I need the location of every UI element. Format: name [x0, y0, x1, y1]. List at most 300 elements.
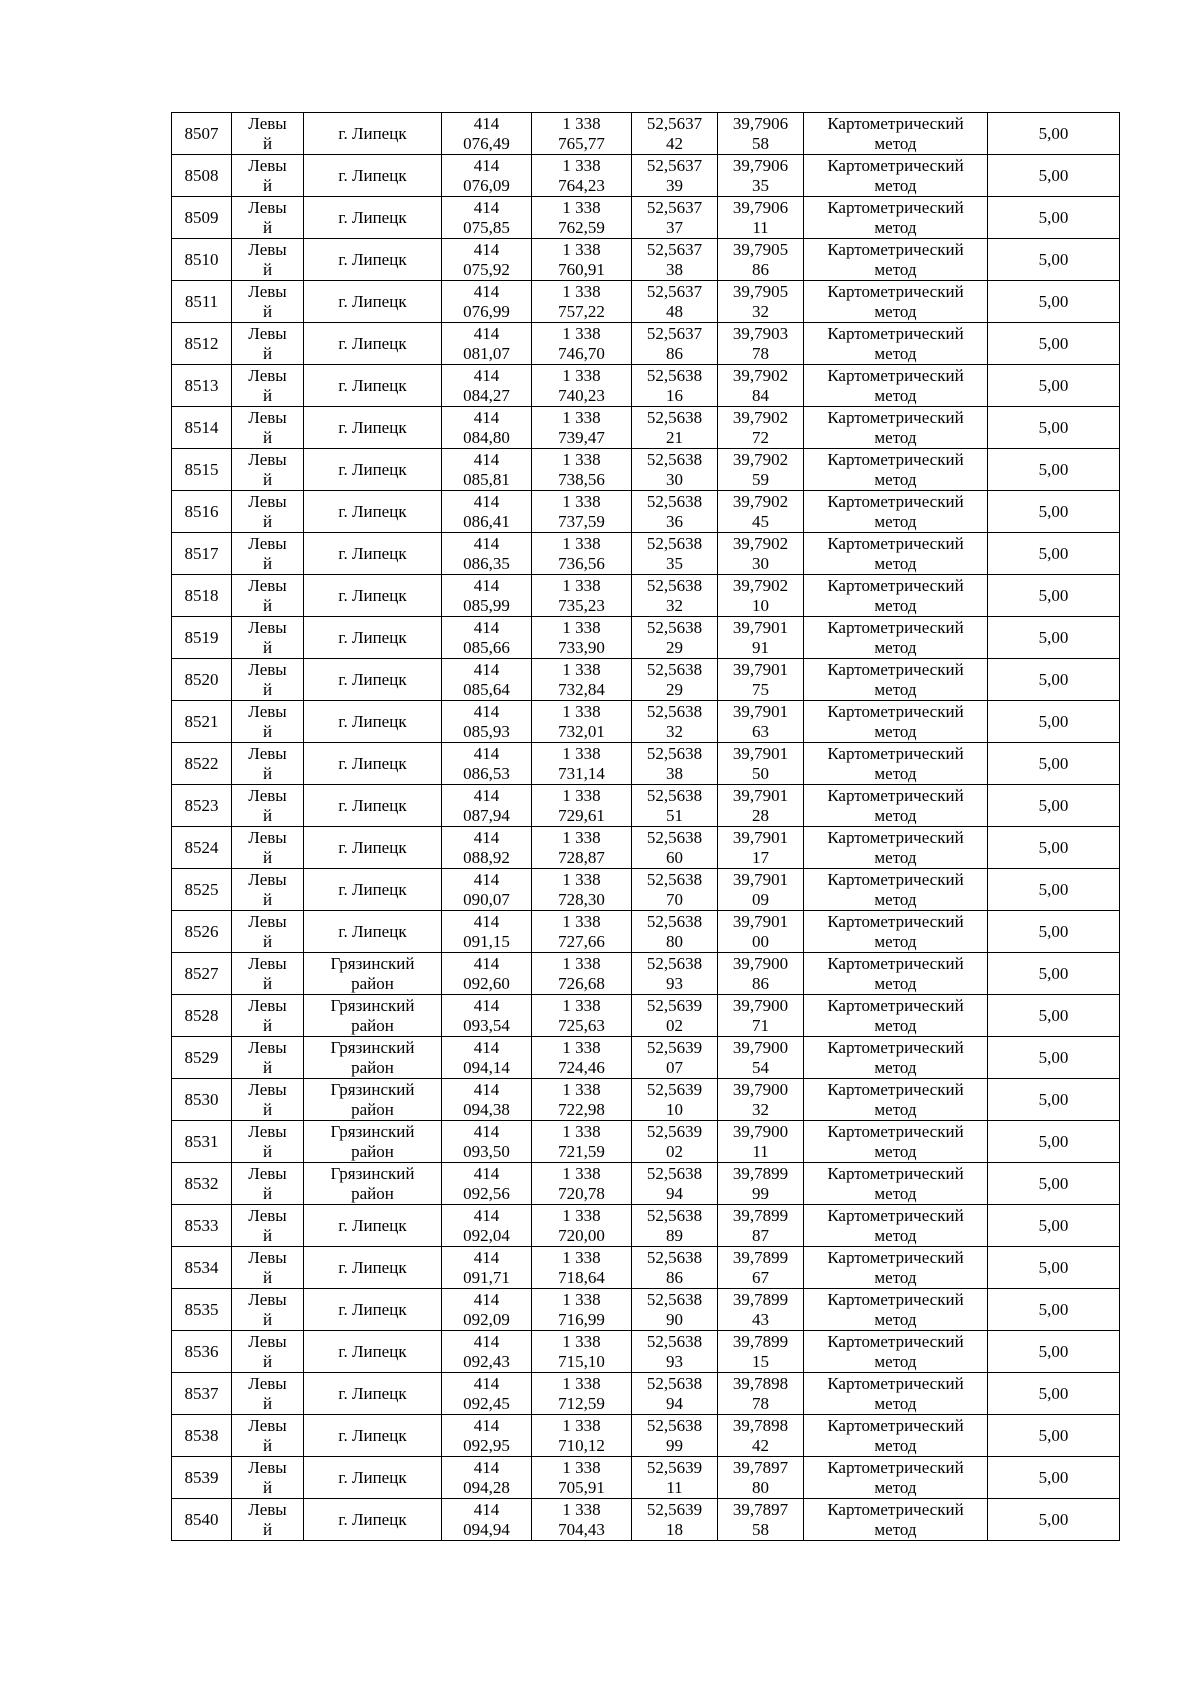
- table-row: [172, 1205, 1120, 1247]
- bank-side-cell: Левы й: [232, 1037, 304, 1079]
- accuracy-cell: 5,00: [988, 533, 1120, 575]
- longitude-cell: 39,7897 80: [718, 1457, 804, 1499]
- territory-cell: Грязинский район: [304, 1079, 442, 1121]
- y-coordinate-cell: 1 338 715,10: [532, 1331, 632, 1373]
- territory-cell: г. Липецк: [304, 113, 442, 155]
- latitude-cell: 52,5639 18: [632, 1499, 718, 1541]
- method-cell: Картометрический метод: [804, 911, 988, 953]
- point-number-cell: 8519: [172, 617, 232, 659]
- point-number-cell: 8524: [172, 827, 232, 869]
- accuracy-cell: 5,00: [988, 785, 1120, 827]
- latitude-cell: 52,5637 37: [632, 197, 718, 239]
- y-coordinate-cell: 1 338 721,59: [532, 1121, 632, 1163]
- method-cell: Картометрический метод: [804, 995, 988, 1037]
- longitude-cell: 39,7901 50: [718, 743, 804, 785]
- bank-side-cell: Левы й: [232, 827, 304, 869]
- territory-cell: г. Липецк: [304, 743, 442, 785]
- table-row: [172, 953, 1120, 995]
- bank-side-cell: Левы й: [232, 953, 304, 995]
- accuracy-cell: 5,00: [988, 1205, 1120, 1247]
- territory-cell: г. Липецк: [304, 1289, 442, 1331]
- y-coordinate-cell: 1 338 727,66: [532, 911, 632, 953]
- y-coordinate-cell: 1 338 757,22: [532, 281, 632, 323]
- x-coordinate-cell: 414 093,50: [442, 1121, 532, 1163]
- latitude-cell: 52,5638 29: [632, 617, 718, 659]
- bank-side-cell: Левы й: [232, 155, 304, 197]
- point-number-cell: 8507: [172, 113, 232, 155]
- table-row: [172, 869, 1120, 911]
- x-coordinate-cell: 414 094,28: [442, 1457, 532, 1499]
- point-number-cell: 8538: [172, 1415, 232, 1457]
- territory-cell: Грязинский район: [304, 953, 442, 995]
- x-coordinate-cell: 414 086,35: [442, 533, 532, 575]
- bank-side-cell: Левы й: [232, 113, 304, 155]
- territory-cell: г. Липецк: [304, 869, 442, 911]
- y-coordinate-cell: 1 338 732,84: [532, 659, 632, 701]
- method-cell: Картометрический метод: [804, 827, 988, 869]
- accuracy-cell: 5,00: [988, 1457, 1120, 1499]
- table-row: [172, 491, 1120, 533]
- table-row: [172, 449, 1120, 491]
- y-coordinate-cell: 1 338 731,14: [532, 743, 632, 785]
- x-coordinate-cell: 414 087,94: [442, 785, 532, 827]
- table-row: [172, 533, 1120, 575]
- y-coordinate-cell: 1 338 737,59: [532, 491, 632, 533]
- point-number-cell: 8539: [172, 1457, 232, 1499]
- point-number-cell: 8509: [172, 197, 232, 239]
- longitude-cell: 39,7906 35: [718, 155, 804, 197]
- accuracy-cell: 5,00: [988, 827, 1120, 869]
- longitude-cell: 39,7898 42: [718, 1415, 804, 1457]
- x-coordinate-cell: 414 092,04: [442, 1205, 532, 1247]
- x-coordinate-cell: 414 092,60: [442, 953, 532, 995]
- territory-cell: г. Липецк: [304, 785, 442, 827]
- point-number-cell: 8531: [172, 1121, 232, 1163]
- x-coordinate-cell: 414 086,41: [442, 491, 532, 533]
- bank-side-cell: Левы й: [232, 1415, 304, 1457]
- territory-cell: г. Липецк: [304, 911, 442, 953]
- accuracy-cell: 5,00: [988, 1373, 1120, 1415]
- method-cell: Картометрический метод: [804, 1121, 988, 1163]
- x-coordinate-cell: 414 076,99: [442, 281, 532, 323]
- accuracy-cell: 5,00: [988, 659, 1120, 701]
- table-row: [172, 407, 1120, 449]
- method-cell: Картометрический метод: [804, 1415, 988, 1457]
- table-row: [172, 1331, 1120, 1373]
- bank-side-cell: Левы й: [232, 1247, 304, 1289]
- longitude-cell: 39,7902 10: [718, 575, 804, 617]
- y-coordinate-cell: 1 338 712,59: [532, 1373, 632, 1415]
- accuracy-cell: 5,00: [988, 1331, 1120, 1373]
- bank-side-cell: Левы й: [232, 1289, 304, 1331]
- latitude-cell: 52,5638 70: [632, 869, 718, 911]
- territory-cell: г. Липецк: [304, 365, 442, 407]
- longitude-cell: 39,7900 86: [718, 953, 804, 995]
- method-cell: Картометрический метод: [804, 155, 988, 197]
- territory-cell: г. Липецк: [304, 197, 442, 239]
- table-row: [172, 239, 1120, 281]
- bank-side-cell: Левы й: [232, 1373, 304, 1415]
- table-row: [172, 281, 1120, 323]
- y-coordinate-cell: 1 338 736,56: [532, 533, 632, 575]
- latitude-cell: 52,5639 02: [632, 995, 718, 1037]
- latitude-cell: 52,5638 29: [632, 659, 718, 701]
- bank-side-cell: Левы й: [232, 1499, 304, 1541]
- latitude-cell: 52,5638 35: [632, 533, 718, 575]
- method-cell: Картометрический метод: [804, 659, 988, 701]
- table-row: [172, 323, 1120, 365]
- bank-side-cell: Левы й: [232, 575, 304, 617]
- point-number-cell: 8522: [172, 743, 232, 785]
- table-row: [172, 743, 1120, 785]
- point-number-cell: 8514: [172, 407, 232, 449]
- longitude-cell: 39,7902 59: [718, 449, 804, 491]
- table-row: [172, 701, 1120, 743]
- point-number-cell: 8523: [172, 785, 232, 827]
- bank-side-cell: Левы й: [232, 449, 304, 491]
- x-coordinate-cell: 414 076,49: [442, 113, 532, 155]
- method-cell: Картометрический метод: [804, 953, 988, 995]
- table-row: [172, 911, 1120, 953]
- x-coordinate-cell: 414 081,07: [442, 323, 532, 365]
- longitude-cell: 39,7899 87: [718, 1205, 804, 1247]
- table-row: [172, 113, 1120, 155]
- territory-cell: г. Липецк: [304, 1247, 442, 1289]
- table-row: [172, 155, 1120, 197]
- point-number-cell: 8537: [172, 1373, 232, 1415]
- point-number-cell: 8540: [172, 1499, 232, 1541]
- point-number-cell: 8536: [172, 1331, 232, 1373]
- x-coordinate-cell: 414 085,93: [442, 701, 532, 743]
- x-coordinate-cell: 414 092,56: [442, 1163, 532, 1205]
- x-coordinate-cell: 414 086,53: [442, 743, 532, 785]
- territory-cell: Грязинский район: [304, 1121, 442, 1163]
- y-coordinate-cell: 1 338 740,23: [532, 365, 632, 407]
- bank-side-cell: Левы й: [232, 995, 304, 1037]
- accuracy-cell: 5,00: [988, 995, 1120, 1037]
- point-number-cell: 8516: [172, 491, 232, 533]
- y-coordinate-cell: 1 338 720,78: [532, 1163, 632, 1205]
- method-cell: Картометрический метод: [804, 323, 988, 365]
- bank-side-cell: Левы й: [232, 1331, 304, 1373]
- accuracy-cell: 5,00: [988, 1289, 1120, 1331]
- y-coordinate-cell: 1 338 739,47: [532, 407, 632, 449]
- y-coordinate-cell: 1 338 733,90: [532, 617, 632, 659]
- territory-cell: г. Липецк: [304, 617, 442, 659]
- point-number-cell: 8520: [172, 659, 232, 701]
- accuracy-cell: 5,00: [988, 743, 1120, 785]
- bank-side-cell: Левы й: [232, 869, 304, 911]
- point-number-cell: 8528: [172, 995, 232, 1037]
- table-row: [172, 365, 1120, 407]
- method-cell: Картометрический метод: [804, 239, 988, 281]
- territory-cell: Грязинский район: [304, 1037, 442, 1079]
- bank-side-cell: Левы й: [232, 701, 304, 743]
- territory-cell: г. Липецк: [304, 701, 442, 743]
- table-row: [172, 1289, 1120, 1331]
- longitude-cell: 39,7901 17: [718, 827, 804, 869]
- bank-side-cell: Левы й: [232, 365, 304, 407]
- method-cell: Картометрический метод: [804, 113, 988, 155]
- bank-side-cell: Левы й: [232, 407, 304, 449]
- accuracy-cell: 5,00: [988, 239, 1120, 281]
- x-coordinate-cell: 414 094,94: [442, 1499, 532, 1541]
- method-cell: Картометрический метод: [804, 1373, 988, 1415]
- accuracy-cell: 5,00: [988, 281, 1120, 323]
- latitude-cell: 52,5638 99: [632, 1415, 718, 1457]
- accuracy-cell: 5,00: [988, 197, 1120, 239]
- latitude-cell: 52,5638 51: [632, 785, 718, 827]
- table-row: [172, 197, 1120, 239]
- x-coordinate-cell: 414 084,27: [442, 365, 532, 407]
- bank-side-cell: Левы й: [232, 1163, 304, 1205]
- territory-cell: г. Липецк: [304, 323, 442, 365]
- table-row: [172, 575, 1120, 617]
- latitude-cell: 52,5638 93: [632, 1331, 718, 1373]
- accuracy-cell: 5,00: [988, 365, 1120, 407]
- territory-cell: Грязинский район: [304, 995, 442, 1037]
- longitude-cell: 39,7903 78: [718, 323, 804, 365]
- longitude-cell: 39,7906 11: [718, 197, 804, 239]
- y-coordinate-cell: 1 338 722,98: [532, 1079, 632, 1121]
- longitude-cell: 39,7905 86: [718, 239, 804, 281]
- longitude-cell: 39,7905 32: [718, 281, 804, 323]
- bank-side-cell: Левы й: [232, 1121, 304, 1163]
- bank-side-cell: Левы й: [232, 533, 304, 575]
- method-cell: Картометрический метод: [804, 743, 988, 785]
- latitude-cell: 52,5638 93: [632, 953, 718, 995]
- longitude-cell: 39,7900 71: [718, 995, 804, 1037]
- longitude-cell: 39,7898 78: [718, 1373, 804, 1415]
- latitude-cell: 52,5638 36: [632, 491, 718, 533]
- y-coordinate-cell: 1 338 705,91: [532, 1457, 632, 1499]
- territory-cell: г. Липецк: [304, 1457, 442, 1499]
- method-cell: Картометрический метод: [804, 1499, 988, 1541]
- x-coordinate-cell: 414 092,45: [442, 1373, 532, 1415]
- accuracy-cell: 5,00: [988, 617, 1120, 659]
- y-coordinate-cell: 1 338 704,43: [532, 1499, 632, 1541]
- x-coordinate-cell: 414 090,07: [442, 869, 532, 911]
- x-coordinate-cell: 414 094,14: [442, 1037, 532, 1079]
- territory-cell: г. Липецк: [304, 407, 442, 449]
- latitude-cell: 52,5637 86: [632, 323, 718, 365]
- x-coordinate-cell: 414 091,15: [442, 911, 532, 953]
- x-coordinate-cell: 414 075,85: [442, 197, 532, 239]
- territory-cell: г. Липецк: [304, 155, 442, 197]
- bank-side-cell: Левы й: [232, 491, 304, 533]
- method-cell: Картометрический метод: [804, 575, 988, 617]
- bank-side-cell: Левы й: [232, 1079, 304, 1121]
- accuracy-cell: 5,00: [988, 575, 1120, 617]
- longitude-cell: 39,7899 43: [718, 1289, 804, 1331]
- territory-cell: г. Липецк: [304, 827, 442, 869]
- latitude-cell: 52,5638 89: [632, 1205, 718, 1247]
- y-coordinate-cell: 1 338 732,01: [532, 701, 632, 743]
- method-cell: Картометрический метод: [804, 533, 988, 575]
- table-row: [172, 659, 1120, 701]
- y-coordinate-cell: 1 338 738,56: [532, 449, 632, 491]
- method-cell: Картометрический метод: [804, 1205, 988, 1247]
- territory-cell: г. Липецк: [304, 1499, 442, 1541]
- x-coordinate-cell: 414 075,92: [442, 239, 532, 281]
- table-row: [172, 1457, 1120, 1499]
- method-cell: Картометрический метод: [804, 1163, 988, 1205]
- bank-side-cell: Левы й: [232, 1457, 304, 1499]
- bank-side-cell: Левы й: [232, 911, 304, 953]
- x-coordinate-cell: 414 084,80: [442, 407, 532, 449]
- y-coordinate-cell: 1 338 765,77: [532, 113, 632, 155]
- territory-cell: г. Липецк: [304, 1331, 442, 1373]
- longitude-cell: 39,7900 11: [718, 1121, 804, 1163]
- table-body: [172, 113, 1120, 1541]
- method-cell: Картометрический метод: [804, 869, 988, 911]
- territory-cell: г. Липецк: [304, 239, 442, 281]
- method-cell: Картометрический метод: [804, 785, 988, 827]
- method-cell: Картометрический метод: [804, 1457, 988, 1499]
- point-number-cell: 8517: [172, 533, 232, 575]
- longitude-cell: 39,7899 15: [718, 1331, 804, 1373]
- y-coordinate-cell: 1 338 725,63: [532, 995, 632, 1037]
- method-cell: Картометрический метод: [804, 491, 988, 533]
- latitude-cell: 52,5638 94: [632, 1163, 718, 1205]
- accuracy-cell: 5,00: [988, 1121, 1120, 1163]
- x-coordinate-cell: 414 085,81: [442, 449, 532, 491]
- point-number-cell: 8530: [172, 1079, 232, 1121]
- point-number-cell: 8525: [172, 869, 232, 911]
- x-coordinate-cell: 414 088,92: [442, 827, 532, 869]
- x-coordinate-cell: 414 085,64: [442, 659, 532, 701]
- point-number-cell: 8508: [172, 155, 232, 197]
- accuracy-cell: 5,00: [988, 1163, 1120, 1205]
- point-number-cell: 8535: [172, 1289, 232, 1331]
- longitude-cell: 39,7901 00: [718, 911, 804, 953]
- bank-side-cell: Левы й: [232, 659, 304, 701]
- point-number-cell: 8532: [172, 1163, 232, 1205]
- latitude-cell: 52,5639 10: [632, 1079, 718, 1121]
- table-row: [172, 995, 1120, 1037]
- latitude-cell: 52,5638 30: [632, 449, 718, 491]
- y-coordinate-cell: 1 338 764,23: [532, 155, 632, 197]
- accuracy-cell: 5,00: [988, 701, 1120, 743]
- table-row: [172, 1037, 1120, 1079]
- y-coordinate-cell: 1 338 716,99: [532, 1289, 632, 1331]
- territory-cell: г. Липецк: [304, 1373, 442, 1415]
- latitude-cell: 52,5638 38: [632, 743, 718, 785]
- method-cell: Картометрический метод: [804, 617, 988, 659]
- table-row: [172, 1373, 1120, 1415]
- y-coordinate-cell: 1 338 729,61: [532, 785, 632, 827]
- x-coordinate-cell: 414 092,95: [442, 1415, 532, 1457]
- longitude-cell: 39,7897 58: [718, 1499, 804, 1541]
- territory-cell: г. Липецк: [304, 659, 442, 701]
- method-cell: Картометрический метод: [804, 365, 988, 407]
- coordinates-table: [171, 112, 1120, 1541]
- y-coordinate-cell: 1 338 718,64: [532, 1247, 632, 1289]
- accuracy-cell: 5,00: [988, 1037, 1120, 1079]
- x-coordinate-cell: 414 092,09: [442, 1289, 532, 1331]
- accuracy-cell: 5,00: [988, 1247, 1120, 1289]
- point-number-cell: 8529: [172, 1037, 232, 1079]
- bank-side-cell: Левы й: [232, 785, 304, 827]
- point-number-cell: 8513: [172, 365, 232, 407]
- longitude-cell: 39,7906 58: [718, 113, 804, 155]
- y-coordinate-cell: 1 338 720,00: [532, 1205, 632, 1247]
- method-cell: Картометрический метод: [804, 701, 988, 743]
- territory-cell: Грязинский район: [304, 1163, 442, 1205]
- method-cell: Картометрический метод: [804, 449, 988, 491]
- longitude-cell: 39,7902 72: [718, 407, 804, 449]
- territory-cell: г. Липецк: [304, 1415, 442, 1457]
- bank-side-cell: Левы й: [232, 743, 304, 785]
- territory-cell: г. Липецк: [304, 449, 442, 491]
- accuracy-cell: 5,00: [988, 113, 1120, 155]
- bank-side-cell: Левы й: [232, 617, 304, 659]
- point-number-cell: 8534: [172, 1247, 232, 1289]
- longitude-cell: 39,7902 30: [718, 533, 804, 575]
- point-number-cell: 8512: [172, 323, 232, 365]
- y-coordinate-cell: 1 338 735,23: [532, 575, 632, 617]
- table-row: [172, 785, 1120, 827]
- latitude-cell: 52,5639 02: [632, 1121, 718, 1163]
- point-number-cell: 8527: [172, 953, 232, 995]
- longitude-cell: 39,7901 75: [718, 659, 804, 701]
- bank-side-cell: Левы й: [232, 323, 304, 365]
- method-cell: Картометрический метод: [804, 197, 988, 239]
- table-row: [172, 1499, 1120, 1541]
- point-number-cell: 8511: [172, 281, 232, 323]
- longitude-cell: 39,7899 99: [718, 1163, 804, 1205]
- y-coordinate-cell: 1 338 760,91: [532, 239, 632, 281]
- territory-cell: г. Липецк: [304, 533, 442, 575]
- table-row: [172, 617, 1120, 659]
- method-cell: Картометрический метод: [804, 1247, 988, 1289]
- latitude-cell: 52,5637 38: [632, 239, 718, 281]
- longitude-cell: 39,7902 84: [718, 365, 804, 407]
- latitude-cell: 52,5638 32: [632, 575, 718, 617]
- x-coordinate-cell: 414 076,09: [442, 155, 532, 197]
- table-row: [172, 1415, 1120, 1457]
- y-coordinate-cell: 1 338 762,59: [532, 197, 632, 239]
- territory-cell: г. Липецк: [304, 575, 442, 617]
- territory-cell: г. Липецк: [304, 1205, 442, 1247]
- longitude-cell: 39,7901 91: [718, 617, 804, 659]
- bank-side-cell: Левы й: [232, 1205, 304, 1247]
- y-coordinate-cell: 1 338 724,46: [532, 1037, 632, 1079]
- latitude-cell: 52,5638 90: [632, 1289, 718, 1331]
- method-cell: Картометрический метод: [804, 281, 988, 323]
- latitude-cell: 52,5638 86: [632, 1247, 718, 1289]
- x-coordinate-cell: 414 085,99: [442, 575, 532, 617]
- latitude-cell: 52,5639 07: [632, 1037, 718, 1079]
- latitude-cell: 52,5638 60: [632, 827, 718, 869]
- x-coordinate-cell: 414 094,38: [442, 1079, 532, 1121]
- y-coordinate-cell: 1 338 728,30: [532, 869, 632, 911]
- accuracy-cell: 5,00: [988, 491, 1120, 533]
- latitude-cell: 52,5638 94: [632, 1373, 718, 1415]
- x-coordinate-cell: 414 085,66: [442, 617, 532, 659]
- method-cell: Картометрический метод: [804, 1037, 988, 1079]
- table-row: [172, 1163, 1120, 1205]
- bank-side-cell: Левы й: [232, 197, 304, 239]
- point-number-cell: 8533: [172, 1205, 232, 1247]
- y-coordinate-cell: 1 338 710,12: [532, 1415, 632, 1457]
- bank-side-cell: Левы й: [232, 239, 304, 281]
- latitude-cell: 52,5637 48: [632, 281, 718, 323]
- bank-side-cell: Левы й: [232, 281, 304, 323]
- longitude-cell: 39,7900 32: [718, 1079, 804, 1121]
- table-row: [172, 827, 1120, 869]
- longitude-cell: 39,7901 63: [718, 701, 804, 743]
